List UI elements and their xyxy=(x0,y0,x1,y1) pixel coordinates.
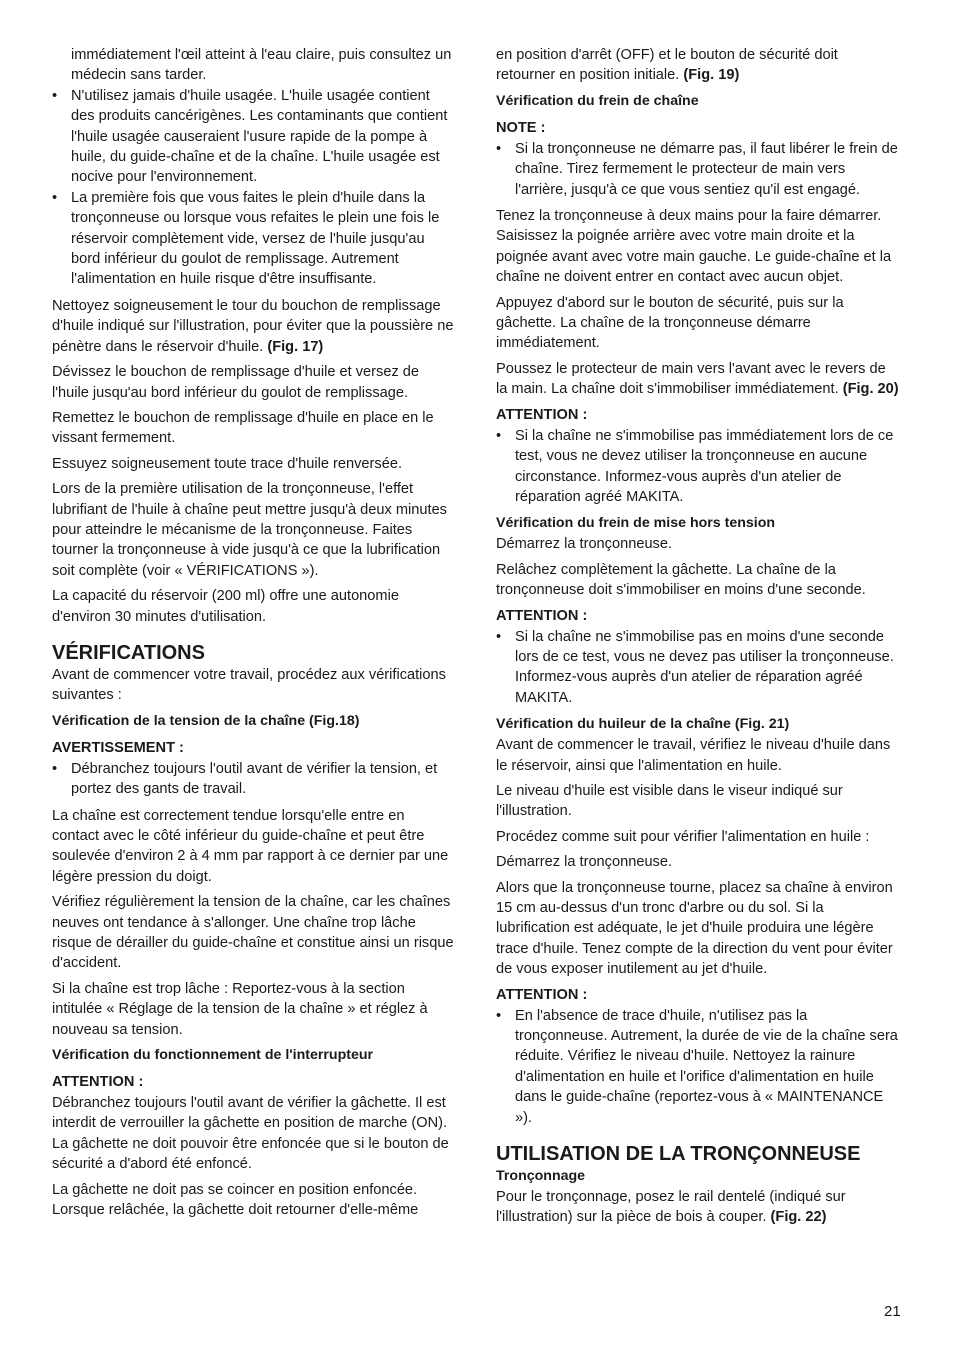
list-item: • Si la chaîne ne s'immobilise pas immédiatement lors de ce test, vous ne devez utiliser la tronçonneuse en aucune circonstance. Informez-vous auprès d'un atelier de réparation agréé MAKITA. xyxy=(496,426,899,508)
bullet-list xyxy=(496,426,899,508)
figure-reference: (Fig. 20) xyxy=(842,381,899,398)
figure-reference: (Fig. 19) xyxy=(683,67,740,84)
caution-label: ATTENTION : xyxy=(496,406,588,423)
section-heading-verifications: VÉRIFICATIONS xyxy=(52,641,205,664)
list-item: • Débranchez toujours l'outil avant de vérifier la tension, et portez des gants de travail. xyxy=(52,759,455,800)
list-item: • Si la tronçonneuse ne démarre pas, il faut libérer le frein de chaîne. Tirez fermement le protecteur de main vers l'arrière, jusqu'à ce que vous sentiez qu'il est engagé. xyxy=(496,139,899,200)
paragraph: Poussez le protecteur de main vers l'avant avec le revers de la main. La chaîne doit s'immobiliser immédiatement. (Fig. 20) xyxy=(496,360,899,398)
paragraph: en position d'arrêt (OFF) et le bouton de sécurité doit retourner en position initiale. (Fig. 19) xyxy=(496,47,838,84)
list-item: • Si la chaîne ne s'immobilise pas en moins d'une seconde lors de ce test, vous ne devez pas utiliser la tronçonneuse. Informez-vous auprès d'un atelier de réparation agréé MAKITA. xyxy=(496,627,899,709)
subheading-chain-tension: Vérification de la tension de la chaîne (Fig.18) xyxy=(52,712,360,729)
list-item: immédiatement l'œil atteint à l'eau claire, puis consultez un médecin sans tarder. xyxy=(71,47,452,84)
paragraph: Appuyez d'abord sur le bouton de sécurité, puis sur la gâchette. La chaîne de la tronçonneuse démarre immédiatement. xyxy=(496,294,844,352)
paragraph: Le niveau d'huile est visible dans le viseur indiqué sur l'illustration. xyxy=(496,782,843,820)
figure-reference: (Fig. 17) xyxy=(267,338,324,355)
paragraph: Vérifiez régulièrement la tension de la chaîne, car les chaînes neuves ont tendance à s'allonger. Une chaîne trop lâche risque de dérailler du guide-chaîne et constitue ainsi un risque d'accident. xyxy=(52,894,454,972)
subheading-run-down-brake: Vérification du frein de mise hors tension xyxy=(496,515,776,532)
subheading-chain-brake: Vérification du frein de chaîne xyxy=(496,92,699,109)
paragraph: Avant de commencer le travail, vérifiez le niveau d'huile dans le réservoir, ainsi que l'alimentation en huile. xyxy=(496,737,891,774)
list-item: • N'utilisez jamais d'huile usagée. L'huile usagée contient des produits cancérigènes. Les contaminants que contient l'huile usagée causeraient l'usure rapide de la pompe à huile, du guide-chaîne et de la chaîne. L'huile usagée est nocive pour l'environnement. xyxy=(52,86,455,188)
paragraph: Démarrez la tronçonneuse. xyxy=(496,854,673,871)
paragraph: Tenez la tronçonneuse à deux mains pour la faire démarrer. Saisissez la poignée arrière avec votre main droite et la poignée avant avec votre main gauche. Le guide-chaîne et la chaîne ne doivent entrer en contact avec aucun objet. xyxy=(496,208,892,286)
bullet-list xyxy=(52,45,455,290)
paragraph: Lors de la première utilisation de la tronçonneuse, l'effet lubrifiant de l'huile à chaîne peut mettre jusqu'à deux minutes pour atteindre le mécanisme de la tronçonneuse. Faites tourner la tronçonneuse à vide jusqu'à ce que la lubrification soit complète (voir « VÉRIFICATIONS »). xyxy=(52,481,447,579)
paragraph: Débranchez toujours l'outil avant de vérifier la gâchette. Il est interdit de verrouiller la gâchette en position de marche (ON). La gâchette ne doit pouvoir être enfoncée que si le bouton de sécurité a d'abord été enfoncé. xyxy=(52,1095,449,1173)
paragraph: Relâchez complètement la gâchette. La chaîne de la tronçonneuse doit s'immobiliser en moins d'une seconde. xyxy=(496,561,866,599)
bullet-list xyxy=(496,1006,899,1128)
caution-label: ATTENTION : xyxy=(52,1074,144,1091)
section-heading-chainsaw-use: UTILISATION DE LA TRONÇONNEUSE xyxy=(496,1143,861,1166)
caution-label: ATTENTION : xyxy=(496,986,588,1003)
subheading-cutting: Tronçonnage xyxy=(496,1168,586,1185)
paragraph: Nettoyez soigneusement le tour du bouchon de remplissage d'huile indiqué sur l'illustration, pour éviter que la poussière ne pénètre dans le réservoir d'huile. (Fig. 17) xyxy=(52,297,454,355)
paragraph: Démarrez la tronçonneuse. xyxy=(496,536,673,553)
paragraph: Procédez comme suit pour vérifier l'alimentation en huile : xyxy=(496,828,870,845)
bullet-list xyxy=(496,627,899,709)
subheading-chain-oiler: Vérification du huileur de la chaîne (Fig. 21) xyxy=(496,716,790,733)
warning-label: AVERTISSEMENT : xyxy=(52,739,184,756)
paragraph: Essuyez soigneusement toute trace d'huile renversée. xyxy=(52,455,402,472)
paragraph: La chaîne est correctement tendue lorsqu'elle entre en contact avec le côté inférieur du guide-chaîne et peut être soulevée d'environ 2 à 4 mm par rapport à ce dernier par une légère pression du doigt. xyxy=(52,807,449,885)
right-column xyxy=(496,45,899,1233)
note-label: NOTE : xyxy=(496,119,546,136)
caution-label: ATTENTION : xyxy=(496,607,588,624)
paragraph: Remettez le bouchon de remplissage d'huile en place en le vissant fermement. xyxy=(52,409,434,447)
paragraph: Avant de commencer votre travail, procédez aux vérifications suivantes : xyxy=(52,666,446,704)
page-number: 21 xyxy=(884,1303,901,1320)
left-column xyxy=(52,45,455,1226)
paragraph: La capacité du réservoir (200 ml) offre une autonomie d'environ 30 minutes d'utilisation. xyxy=(52,588,399,625)
figure-reference: (Fig. 22) xyxy=(770,1209,827,1226)
paragraph: Si la chaîne est trop lâche : Reportez-vous à la section intitulée « Réglage de la tension de la chaîne » et réglez à nouveau sa tension. xyxy=(52,980,428,1038)
paragraph: La gâchette ne doit pas se coincer en position enfoncée. Lorsque relâchée, la gâchette doit retourner d'elle-même xyxy=(52,1181,419,1219)
list-item: • La première fois que vous faites le plein d'huile dans la tronçonneuse ou lorsque vous refaites le plein une fois le réservoir complètement vide, versez de l'huile jusqu'au bord inférieur du goulot de remplissage. Autrement l'alimentation en huile risque d'être insuffisante. xyxy=(52,188,455,290)
bullet-list xyxy=(496,139,899,200)
paragraph: Alors que la tronçonneuse tourne, placez sa chaîne à environ 15 cm au-dessus d'un tronc d'arbre ou du sol. Si la lubrification est adéquate, le jet d'huile produira une légère trace d'huile. Tenez compte de la direction du vent pour éviter de vous exposer inutilement au jet d'huile. xyxy=(496,879,893,978)
subheading-switch-check: Vérification du fonctionnement de l'interrupteur xyxy=(52,1047,374,1064)
paragraph: Pour le tronçonnage, posez le rail dentelé (indiqué sur l'illustration) sur la pièce de bois à couper. (Fig. 22) xyxy=(496,1189,846,1226)
paragraph: Dévissez le bouchon de remplissage d'huile et versez de l'huile jusqu'au bord inférieur du goulot de remplissage. xyxy=(52,364,420,401)
bullet-list xyxy=(52,759,455,800)
list-item: • En l'absence de trace d'huile, n'utilisez pas la tronçonneuse. Autrement, la durée de vie de la chaîne sera réduite. Vérifiez le niveau d'huile. Nettoyez la rainure d'alimentation en huile et l'orifice d'alimentation en huile dans le guide-chaîne (reportez-vous à « MAINTENANCE »). xyxy=(496,1006,899,1128)
